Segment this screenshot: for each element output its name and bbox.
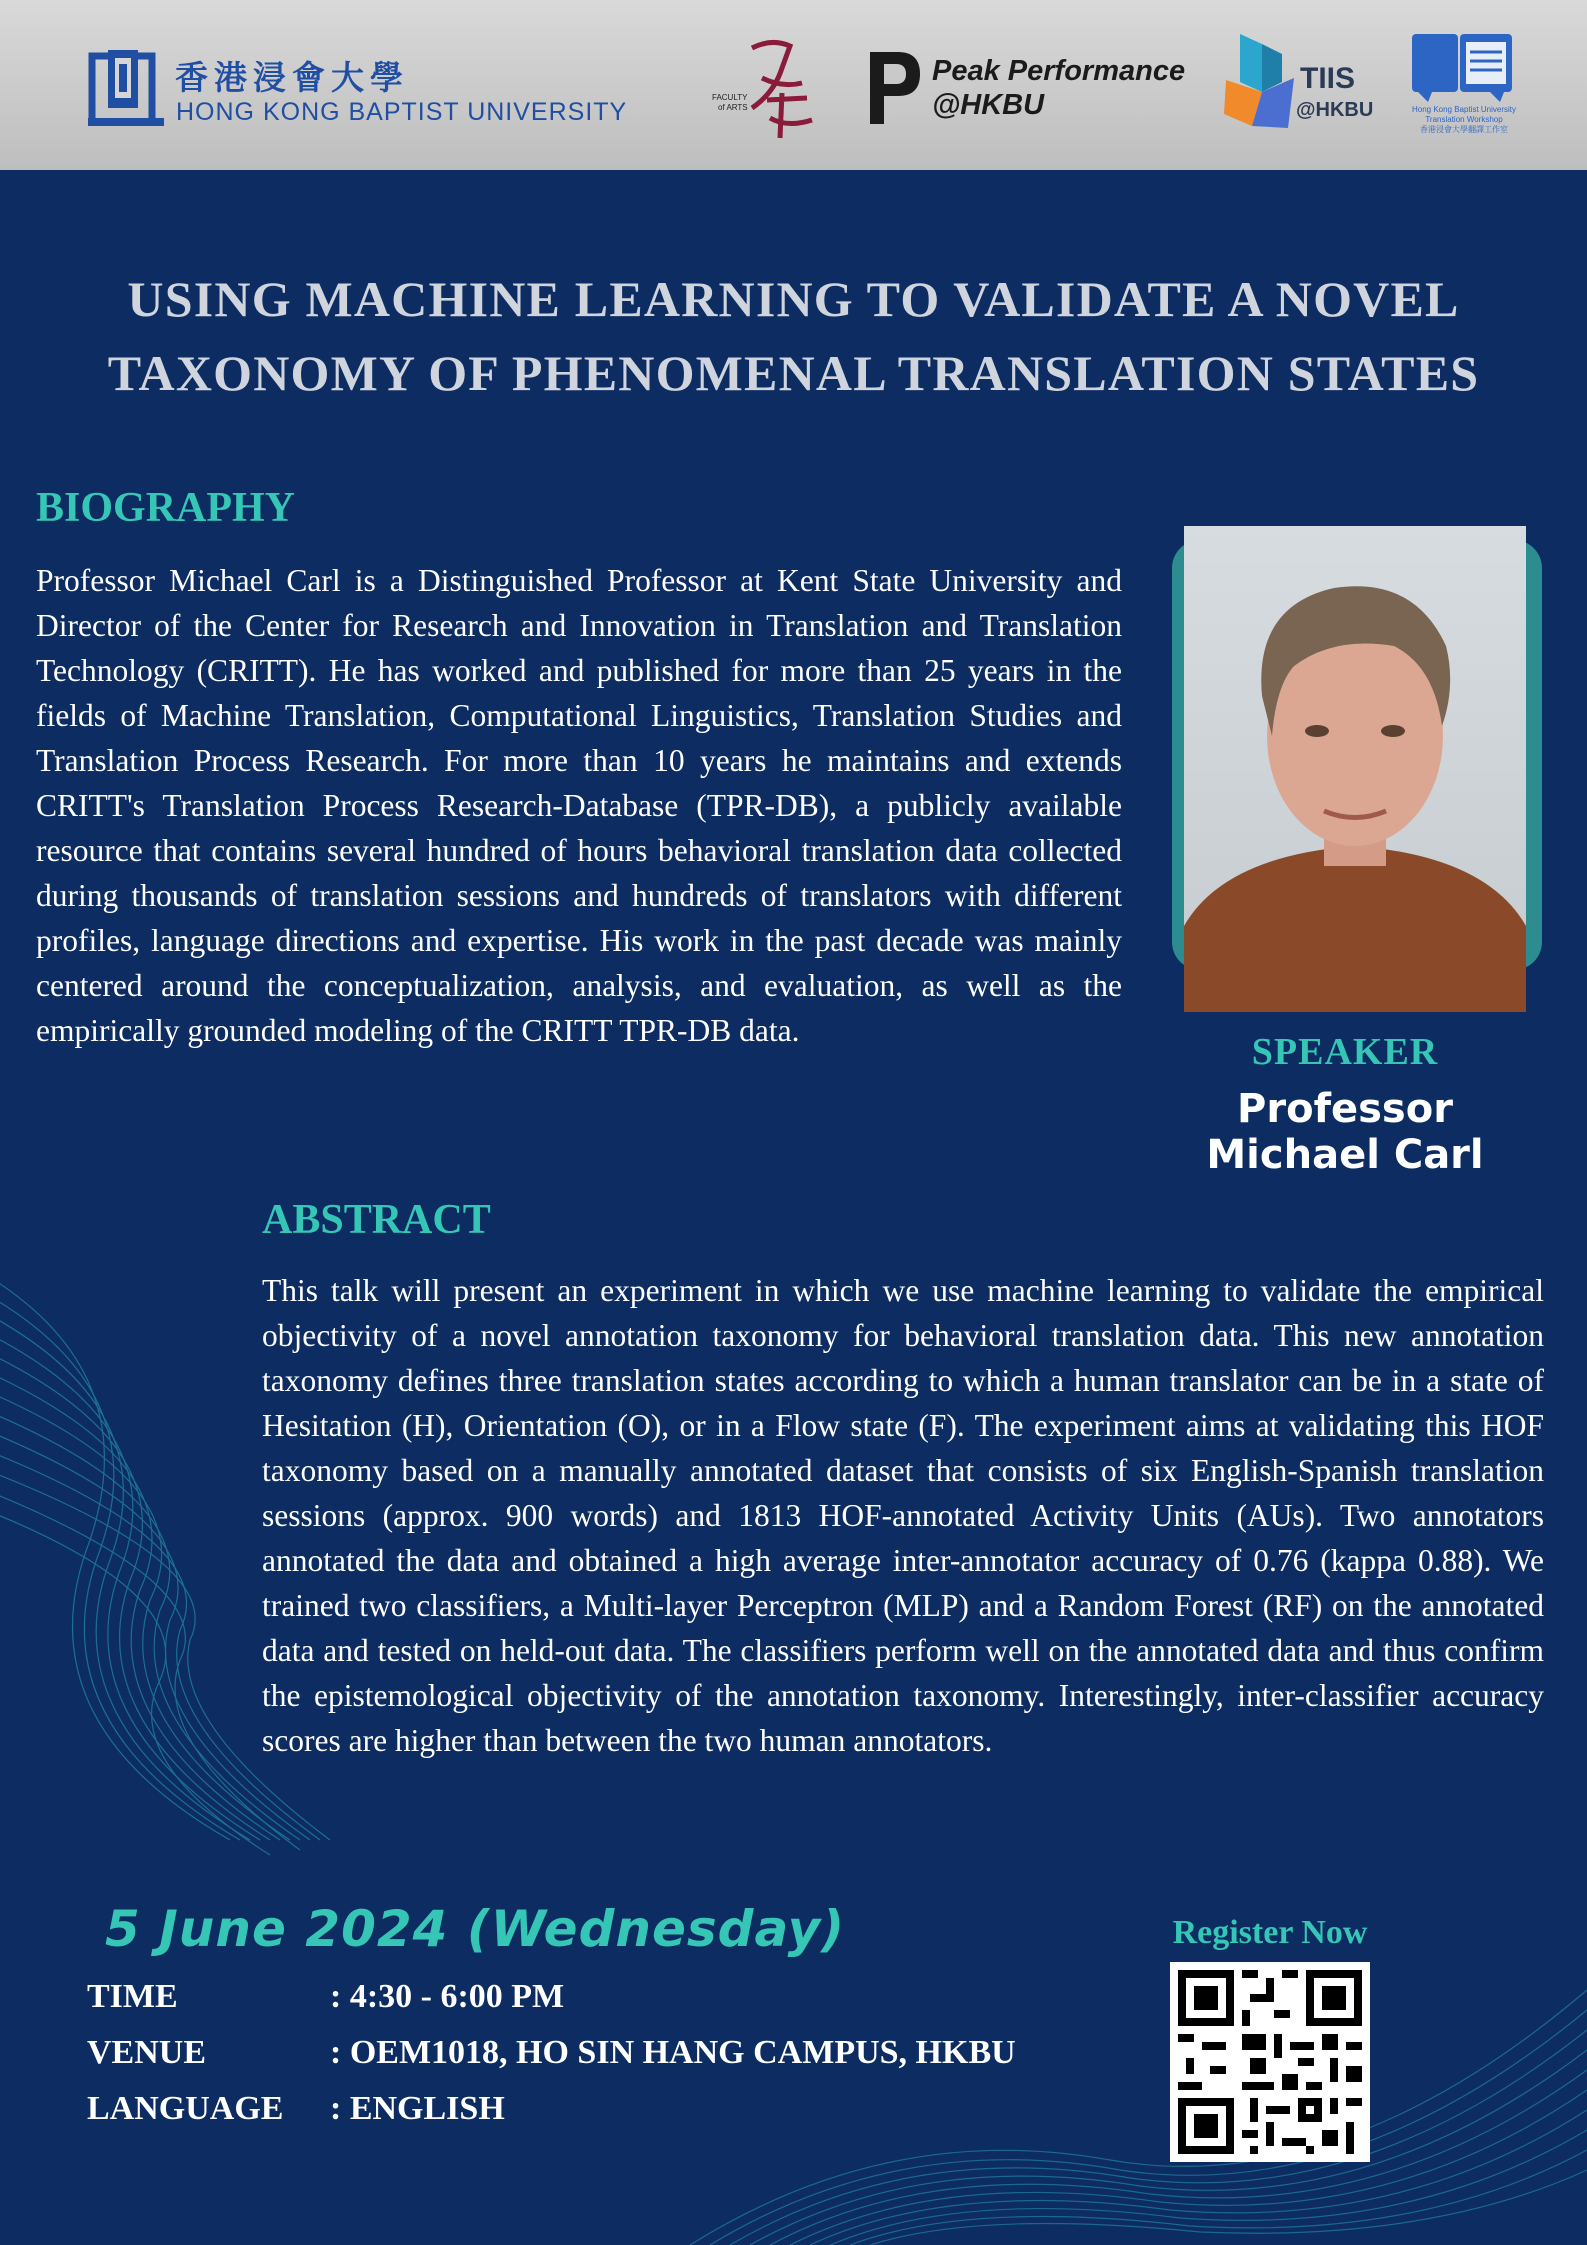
venue-value: : OEM1018, HO SIN HANG CAMPUS, HKBU [330,2034,1016,2071]
peak-performance-line1: Peak Performance [932,55,1186,87]
speaker-name [1150,1086,1540,1178]
translation-workshop-text [1396,105,1532,135]
speaker-portrait-icon [1184,526,1526,1012]
workshop-line3: 香港浸會大學翻譯工作室 [1420,125,1508,134]
abstract-text: This talk will present an experiment in which we use machine learning to validate the empirical objectivity of a novel annotation taxonomy for behavioral translation data. This new annotation taxonomy defines three translation states according to which a human translator can be in a state of Hesitation (H), Orientation (O), or in a Flow state (F). The experiment aims at validating this HOF taxonomy based on a manually annotated dataset that consists of six English-Spanish translation sessions (approx. 900 words) and 1813 HOF-annotated Activity Units (AUs). Two annotators annotated the data and obtained a high average inter-annotator accuracy of 0.76 (kappa 0.88). We trained two classifiers, a Multi-layer Perceptron (MLP) and a Random Forest (RF) on the annotated data and tested on held-out data. The classifiers perform well on the annotated data and thus confirm the epistemological objectivity of the annotation taxonomy. Interestingly, inter-classifier accuracy scores are higher than between the two human annotators. [262,1273,1544,1758]
peak-performance-logo-icon [864,48,924,126]
page-title: USING MACHINE LEARNING TO VALIDATE A NOVEL TAXONOMY OF PHENOMENAL TRANSLATION STATES [107,271,1480,401]
event-date: 5 June 2024 (Wednesday) [105,1900,846,1958]
qr-code-graphic [1170,1962,1370,2162]
biography-text: Professor Michael Carl is a Distinguished Professor at Kent State University and Director of the Center for Research and Innovation in Translation and Translation Technology (CRITT). He has worked and published for more than 25 years in the fields of Machine Translation, Computational Linguistics, Translation Studies and Translation Process Research. For more than 10 years he maintains and extends CRITT's Translation Process Research-Database (TPR-DB), a publicly available resource that contains several hundred of hours behavioral translation data collected during thousands of translation sessions and hundreds of translators with different profiles, language directions and expertise. His work in the past decade was mainly centered around the conceptualization, analysis, and evaluation, as well as the empirically grounded modeling of the CRITT TPR-DB data. [36,563,1122,1048]
language-value: : ENGLISH [330,2090,505,2127]
svg-text:FACULTY: FACULTY [712,93,748,102]
peak-performance-line2: @HKBU [932,89,1045,121]
faculty-of-arts-logo-icon [712,38,822,143]
tiis-line1: TIIS [1300,62,1356,95]
speaker-name-line1: Professor [1237,1086,1453,1132]
speaker-photo [1184,526,1526,1012]
time-value: : 4:30 - 6:00 PM [330,1978,565,2015]
language-label: LANGUAGE [87,2090,284,2127]
workshop-line1: Hong Kong Baptist University [1411,105,1517,114]
peak-performance-text [932,54,1185,122]
hkbu-chinese-name: 香港浸會大學 [175,58,409,97]
decorative-wave-left [0,1240,270,1860]
abstract-heading: ABSTRACT [262,1197,491,1243]
speaker-label: SPEAKER [1251,1031,1439,1073]
header-bar [0,0,1587,170]
tiis-logo-icon [1222,30,1374,140]
hkbu-english-name: HONG KONG BAPTIST UNIVERSITY [176,98,628,126]
time-label: TIME [87,1978,178,2015]
register-now-label[interactable]: Register Now [1172,1914,1368,1951]
venue-label: VENUE [87,2034,207,2071]
svg-text:of ARTS: of ARTS [718,103,748,112]
tiis-line2: @HKBU [1296,99,1374,121]
workshop-line2: Translation Workshop [1425,115,1503,124]
hkbu-logo-icon [88,48,164,128]
biography-heading: BIOGRAPHY [36,485,296,531]
speaker-name-line2: Michael Carl [1206,1132,1484,1178]
qr-code-icon[interactable] [1170,1962,1370,2162]
